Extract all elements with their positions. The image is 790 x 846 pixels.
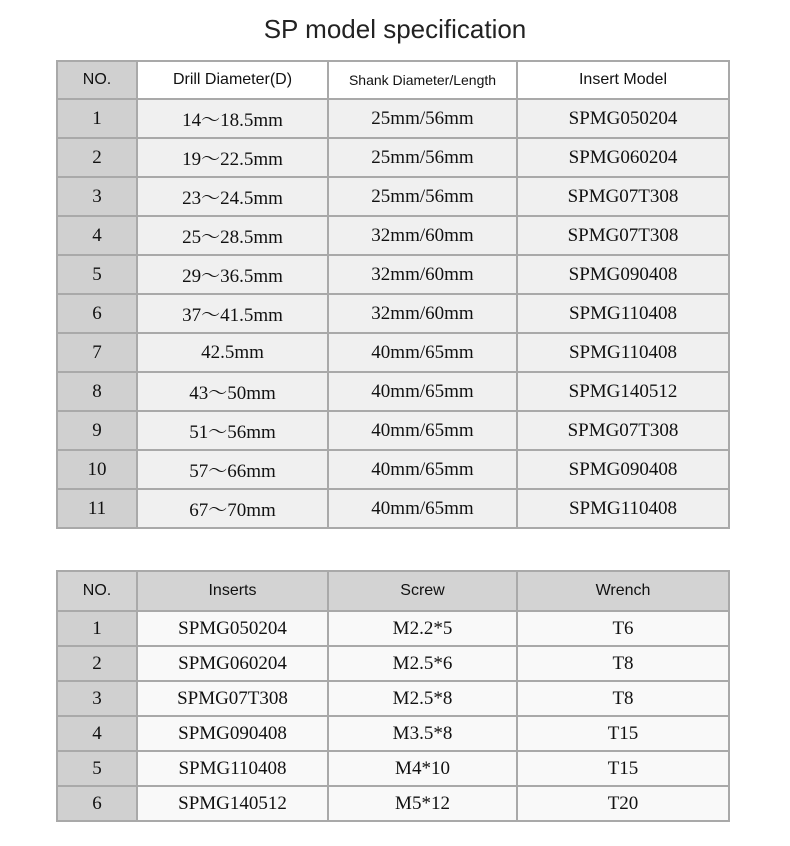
row-number: 2: [57, 138, 137, 177]
insert-model-cell: SPMG060204: [517, 138, 729, 177]
table-row: [57, 294, 729, 333]
header-insert-model: Insert Model: [517, 61, 729, 99]
screw-cell: M2.5*6: [328, 646, 517, 681]
drill-diameter-cell: 25～28.5mm: [137, 216, 328, 255]
shank-cell: 32mm/60mm: [328, 216, 517, 255]
insert-model-cell: SPMG07T308: [517, 177, 729, 216]
row-number: 3: [57, 177, 137, 216]
shank-cell: 32mm/60mm: [328, 255, 517, 294]
header-drill-diameter: Drill Diameter(D): [137, 61, 328, 99]
drill-diameter-cell: 67～70mm: [137, 489, 328, 528]
row-number: 5: [57, 255, 137, 294]
insert-cell: SPMG140512: [137, 786, 328, 821]
page-title: SP model specification: [263, 14, 527, 44]
table-row: [57, 177, 729, 216]
header-wrench: Wrench: [517, 571, 729, 611]
model-spec-table: [56, 60, 730, 529]
insert-model-cell: SPMG07T308: [517, 411, 729, 450]
table-row: [57, 99, 729, 138]
table-row: [57, 333, 729, 372]
row-number: 7: [57, 333, 137, 372]
insert-model-cell: SPMG110408: [517, 294, 729, 333]
screw-cell: M5*12: [328, 786, 517, 821]
wrench-cell: T8: [517, 681, 729, 716]
screw-cell: M2.5*8: [328, 681, 517, 716]
screw-cell: M3.5*8: [328, 716, 517, 751]
insert-cell: SPMG07T308: [137, 681, 328, 716]
insert-model-cell: SPMG110408: [517, 333, 729, 372]
header-screw: Screw: [328, 571, 517, 611]
row-number: 5: [57, 751, 137, 786]
table-row: [57, 786, 729, 821]
shank-cell: 25mm/56mm: [328, 177, 517, 216]
table-header-row: [57, 61, 729, 99]
row-number: 8: [57, 372, 137, 411]
insert-model-cell: SPMG140512: [517, 372, 729, 411]
insert-cell: SPMG110408: [137, 751, 328, 786]
table-row: [57, 716, 729, 751]
insert-model-cell: SPMG090408: [517, 255, 729, 294]
table-row: [57, 489, 729, 528]
table-row: [57, 138, 729, 177]
insert-model-cell: SPMG050204: [517, 99, 729, 138]
shank-cell: 40mm/65mm: [328, 333, 517, 372]
insert-cell: SPMG050204: [137, 611, 328, 646]
table-row: [57, 216, 729, 255]
screw-cell: M4*10: [328, 751, 517, 786]
row-number: 6: [57, 294, 137, 333]
screw-cell: M2.2*5: [328, 611, 517, 646]
drill-diameter-cell: 23～24.5mm: [137, 177, 328, 216]
wrench-cell: T15: [517, 716, 729, 751]
wrench-cell: T8: [517, 646, 729, 681]
table-row: [57, 751, 729, 786]
row-number: 1: [57, 611, 137, 646]
row-number: 4: [57, 216, 137, 255]
drill-diameter-cell: 29～36.5mm: [137, 255, 328, 294]
insert-cell: SPMG060204: [137, 646, 328, 681]
shank-cell: 32mm/60mm: [328, 294, 517, 333]
insert-model-cell: SPMG07T308: [517, 216, 729, 255]
table-row: [57, 255, 729, 294]
insert-model-cell: SPMG090408: [517, 450, 729, 489]
shank-cell: 40mm/65mm: [328, 489, 517, 528]
header-shank: Shank Diameter/Length: [328, 61, 517, 99]
header-no: NO.: [57, 61, 137, 99]
table-row: [57, 372, 729, 411]
row-number: 6: [57, 786, 137, 821]
shank-cell: 25mm/56mm: [328, 138, 517, 177]
row-number: 11: [57, 489, 137, 528]
drill-diameter-cell: 42.5mm: [137, 333, 328, 372]
drill-diameter-cell: 19～22.5mm: [137, 138, 328, 177]
shank-cell: 40mm/65mm: [328, 372, 517, 411]
drill-diameter-cell: 14～18.5mm: [137, 99, 328, 138]
row-number: 2: [57, 646, 137, 681]
row-number: 1: [57, 99, 137, 138]
shank-cell: 40mm/65mm: [328, 411, 517, 450]
table-row: [57, 611, 729, 646]
table-row: [57, 411, 729, 450]
drill-diameter-cell: 57～66mm: [137, 450, 328, 489]
drill-diameter-cell: 51～56mm: [137, 411, 328, 450]
wrench-cell: T15: [517, 751, 729, 786]
insert-cell: SPMG090408: [137, 716, 328, 751]
row-number: 3: [57, 681, 137, 716]
drill-diameter-cell: 43～50mm: [137, 372, 328, 411]
header-inserts: Inserts: [137, 571, 328, 611]
row-number: 9: [57, 411, 137, 450]
table-row: [57, 450, 729, 489]
shank-cell: 40mm/65mm: [328, 450, 517, 489]
table-header-row: [57, 571, 729, 611]
wrench-cell: T6: [517, 611, 729, 646]
insert-model-cell: SPMG110408: [517, 489, 729, 528]
header-no: NO.: [57, 571, 137, 611]
shank-cell: 25mm/56mm: [328, 99, 517, 138]
drill-diameter-cell: 37～41.5mm: [137, 294, 328, 333]
row-number: 4: [57, 716, 137, 751]
wrench-cell: T20: [517, 786, 729, 821]
insert-accessory-table: [56, 570, 730, 822]
table-row: [57, 646, 729, 681]
row-number: 10: [57, 450, 137, 489]
table-row: [57, 681, 729, 716]
